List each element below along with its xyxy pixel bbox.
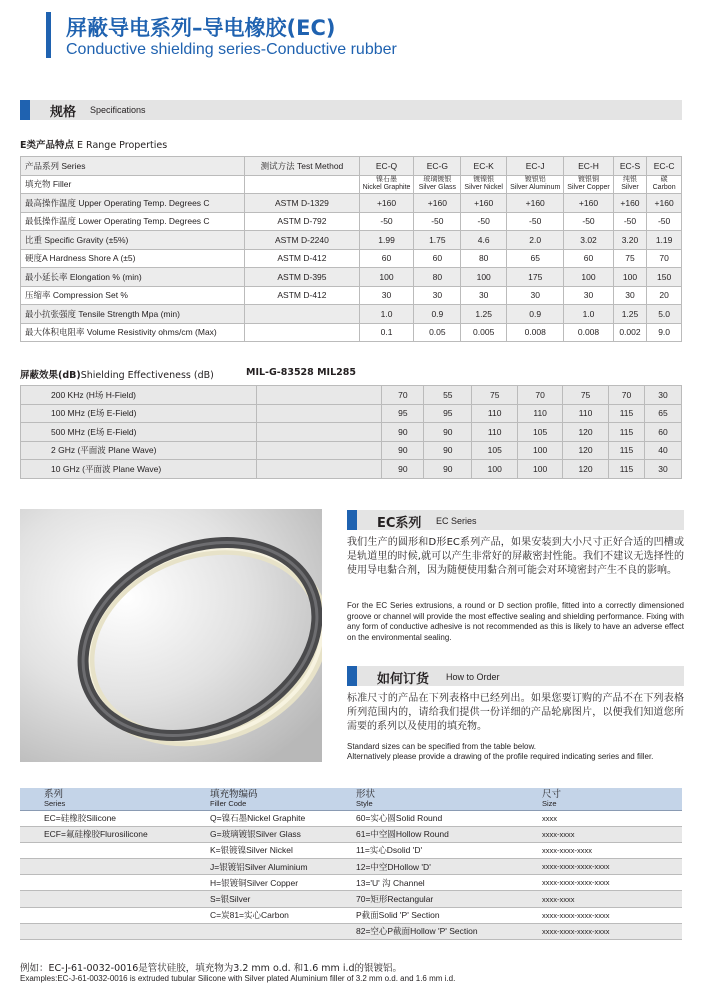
property-value: 1.99 (359, 231, 414, 250)
property-value: 9.0 (647, 323, 682, 342)
header-accent-bar (46, 12, 51, 58)
property-value: +160 (507, 194, 564, 213)
shield-value: 90 (424, 460, 472, 479)
shield-value: 90 (382, 460, 424, 479)
frequency-label: 2 GHz (平面波 Plane Wave) (21, 441, 257, 460)
property-value: 65 (507, 249, 564, 268)
shield-value: 105 (518, 423, 563, 442)
order-style: P截面Solid 'P' Section (353, 907, 539, 923)
column-header: EC-C (647, 157, 682, 176)
order-series (20, 923, 207, 939)
property-value: -50 (613, 212, 647, 231)
ec-section-mark (347, 510, 357, 530)
order-style: 61=中空圆Hollow Round (353, 826, 539, 842)
frequency-label: 500 MHz (E场 E-Field) (21, 423, 257, 442)
property-value: -50 (647, 212, 682, 231)
ec-section-title: EC系列 (377, 516, 422, 531)
order-size: xxxx-xxxx-xxxx-xxxx (539, 875, 682, 891)
shield-value: 95 (424, 404, 472, 423)
property-value: 175 (507, 268, 564, 287)
page-title: 屏蔽导电系列–导电橡胶(EC) (66, 16, 336, 40)
table-row (21, 305, 682, 324)
order-style: 11=实心Dsolid 'D' (353, 842, 539, 858)
o-ring-photo (20, 509, 322, 762)
test-method: ASTM D-2240 (245, 231, 359, 250)
property-value: 150 (647, 268, 682, 287)
property-label: 压缩率 Compression Set % (21, 286, 245, 305)
order-size: xxxx (539, 810, 682, 826)
property-label: 最小抗张强度 Tensile Strength Mpa (min) (21, 305, 245, 324)
table-row (20, 842, 682, 858)
property-value: 0.1 (359, 323, 414, 342)
property-value: 0.008 (564, 323, 613, 342)
order-filler: H=银镀铜Silver Copper (207, 875, 353, 891)
table-row (20, 859, 682, 875)
table-row (20, 810, 682, 826)
order-size: xxxx-xxxx-xxxx-xxxx (539, 907, 682, 923)
property-value: 1.0 (359, 305, 414, 324)
property-value: 100 (613, 268, 647, 287)
ec-section-title-en: EC Series (436, 516, 477, 526)
frequency-label: 200 KHz (H场 H-Field) (21, 386, 257, 405)
shield-title-en: Shielding Effectiveness (dB) (80, 370, 214, 381)
order-description-en-2: Alternatively please provide a drawing of the profile required indicating series and filler. (347, 752, 654, 761)
shield-value: 90 (382, 423, 424, 442)
property-value: 75 (613, 249, 647, 268)
example-note-cn: 例如：EC-J-61-0032-0016是管状硅胶，填充物为3.2 mm o.d. 和1.6 mm i.d的银镀铝。 (20, 963, 403, 974)
property-value: 3.02 (564, 231, 613, 250)
shield-value: 110 (472, 404, 518, 423)
test-method: ASTM D-792 (245, 212, 359, 231)
filler-cell: 碳 Carbon (647, 175, 682, 194)
table-row (20, 907, 682, 923)
property-value: 30 (564, 286, 613, 305)
shield-value: 90 (382, 441, 424, 460)
shield-standard: MIL-G-83528 MIL285 (246, 367, 356, 378)
shield-value: 105 (472, 441, 518, 460)
order-style: 13='U' 沟 Channel (353, 875, 539, 891)
page-subtitle: Conductive shielding series-Conductive rubber (66, 41, 397, 58)
test-method (245, 323, 359, 342)
test-method (245, 305, 359, 324)
order-style: 12=中空DHollow 'D' (353, 859, 539, 875)
shield-title-cn: 屏蔽效果(dB) (20, 370, 81, 381)
table-row (21, 268, 682, 287)
table-row (21, 460, 682, 479)
order-style: 82=空心P截面Hollow 'P' Section (353, 923, 539, 939)
filler-cell: 镀银铜 Silver Copper (564, 175, 613, 194)
property-value: +160 (647, 194, 682, 213)
filler-cell: 镍石墨 Nickel Graphite (359, 175, 414, 194)
property-value: 60 (359, 249, 414, 268)
order-series (20, 891, 207, 907)
property-value: 4.6 (461, 231, 507, 250)
order-series (20, 859, 207, 875)
shield-value: 100 (518, 441, 563, 460)
property-value: 60 (414, 249, 461, 268)
e-range-title-en: E Range Properties (77, 140, 168, 151)
table-row (20, 891, 682, 907)
property-value: 0.9 (507, 305, 564, 324)
property-value: 1.75 (414, 231, 461, 250)
order-series (20, 842, 207, 858)
table-row (20, 826, 682, 842)
filler-row (21, 175, 682, 194)
column-header: EC-K (461, 157, 507, 176)
o-ring-image (20, 509, 322, 762)
order-size: xxxx-xxxx-xxxx-xxxx (539, 923, 682, 939)
shield-value: 115 (609, 460, 645, 479)
table-row (21, 404, 682, 423)
property-value: 0.008 (507, 323, 564, 342)
e-range-title-cn: E类产品特点 (20, 140, 74, 151)
order-filler: S=银Silver (207, 891, 353, 907)
order-size: xxxx-xxxx (539, 826, 682, 842)
property-value: 60 (564, 249, 613, 268)
property-value: 1.25 (461, 305, 507, 324)
properties-table (20, 156, 682, 342)
property-value: 0.9 (414, 305, 461, 324)
property-label: 比重 Specific Gravity (±5%) (21, 231, 245, 250)
property-value: 80 (414, 268, 461, 287)
test-method: ASTM D-412 (245, 249, 359, 268)
property-value: 30 (414, 286, 461, 305)
property-value: 100 (461, 268, 507, 287)
shield-value: 75 (563, 386, 609, 405)
filler-cell: 纯银 Silver (613, 175, 647, 194)
filler-label: 填充物 Filler (21, 175, 245, 194)
property-label: 最小延长率 Elongation % (min) (21, 268, 245, 287)
order-section-mark (347, 666, 357, 686)
table-row (21, 231, 682, 250)
series-label: 产品系列 Series (21, 157, 245, 176)
property-value: 30 (359, 286, 414, 305)
order-header-filler: 填充物编码 Filler Code (207, 788, 353, 810)
table-row (20, 923, 682, 939)
property-value: +160 (613, 194, 647, 213)
e-range-title (20, 137, 167, 151)
test-method: ASTM D-395 (245, 268, 359, 287)
property-value: 70 (647, 249, 682, 268)
table-row (21, 194, 682, 213)
shield-value: 100 (518, 460, 563, 479)
frequency-label: 100 MHz (E场 E-Field) (21, 404, 257, 423)
column-header: EC-G (414, 157, 461, 176)
shield-value: 100 (472, 460, 518, 479)
shield-value: 120 (563, 423, 609, 442)
method-label: 测试方法 Test Method (245, 157, 359, 176)
shield-value: 60 (644, 423, 681, 442)
spec-section-title: 规格 (50, 105, 77, 120)
property-value: +160 (414, 194, 461, 213)
column-header: EC-J (507, 157, 564, 176)
order-description-cn: 标准尺寸的产品在下列表格中已经列出。如果您要订购的产品不在下列表格所列范围内的，请给我们提供一份详细的产品轮廓图片，以便我们知道您所需要的系列以及使用的填充物。 (347, 693, 684, 732)
order-filler: K=银镀镍Silver Nickel (207, 842, 353, 858)
table-row (21, 249, 682, 268)
ec-description-en: For the EC Series extrusions, a round or D section profile, fitted into a correctly dimensioned groove or channel will provide the most effective sealing and shielding performance. Fixing with any form of conductive adhesive is not recommended as this is likely to have an adverse effect on the environmental sealing. (347, 601, 684, 642)
property-value: 30 (507, 286, 564, 305)
order-section-title-en: How to Order (446, 672, 500, 682)
order-filler: G=玻璃镀银Silver Glass (207, 826, 353, 842)
spec-section-title-en: Specifications (90, 105, 146, 115)
frequency-label: 10 GHz (平面波 Plane Wave) (21, 460, 257, 479)
filler-cell: 玻璃镀银 Silver Glass (414, 175, 461, 194)
property-value: 5.0 (647, 305, 682, 324)
order-size: xxxx-xxxx-xxxx (539, 842, 682, 858)
order-filler: C=炭81=实心Carbon (207, 907, 353, 923)
property-label: 最大体积电阻率 Volume Resistivity ohms/cm (Max) (21, 323, 245, 342)
property-value: -50 (414, 212, 461, 231)
shield-value: 115 (609, 441, 645, 460)
shield-value: 110 (563, 404, 609, 423)
order-filler: J=银镀铝Silver Aluminium (207, 859, 353, 875)
property-value: 0.05 (414, 323, 461, 342)
column-header: EC-Q (359, 157, 414, 176)
shield-value: 65 (644, 404, 681, 423)
column-header: EC-H (564, 157, 613, 176)
table-row (21, 286, 682, 305)
order-style: 70=矩形Rectangular (353, 891, 539, 907)
shield-value: 90 (424, 441, 472, 460)
property-value: +160 (461, 194, 507, 213)
order-header-row (20, 788, 682, 810)
property-value: 100 (564, 268, 613, 287)
shield-value: 70 (382, 386, 424, 405)
order-header-style: 形状 Style (353, 788, 539, 810)
property-label: 最低操作温度 Lower Operating Temp. Degrees C (21, 212, 245, 231)
table-row (21, 386, 682, 405)
filler-cell: 镀银铝 Silver Aluminum (507, 175, 564, 194)
table-row (21, 441, 682, 460)
property-value: 3.20 (613, 231, 647, 250)
shield-value: 95 (382, 404, 424, 423)
shield-value: 120 (563, 441, 609, 460)
order-section-title: 如何订货 (377, 672, 430, 687)
test-method: ASTM D-412 (245, 286, 359, 305)
order-series (20, 907, 207, 923)
spec-section-mark (20, 100, 30, 120)
shield-value: 30 (644, 386, 681, 405)
property-value: -50 (461, 212, 507, 231)
table-row (21, 212, 682, 231)
property-value: 30 (461, 286, 507, 305)
column-header: EC-S (613, 157, 647, 176)
table-row (21, 323, 682, 342)
order-series (20, 875, 207, 891)
property-value: 1.25 (613, 305, 647, 324)
shield-value: 30 (644, 460, 681, 479)
shield-value: 110 (472, 423, 518, 442)
property-value: 0.005 (461, 323, 507, 342)
shield-value: 75 (472, 386, 518, 405)
shield-value: 90 (424, 423, 472, 442)
property-value: +160 (359, 194, 414, 213)
shield-value: 110 (518, 404, 563, 423)
shield-value: 115 (609, 404, 645, 423)
order-series: ECF=氟硅橡胶Flurosilicone (20, 826, 207, 842)
property-value: 80 (461, 249, 507, 268)
filler-cell: 镀镍银 Silver Nickel (461, 175, 507, 194)
shield-value: 115 (609, 423, 645, 442)
property-value: -50 (359, 212, 414, 231)
property-value: 0.002 (613, 323, 647, 342)
property-label: 最高操作温度 Upper Operating Temp. Degrees C (21, 194, 245, 213)
order-header-size: 尺寸 Size (539, 788, 682, 810)
shield-value: 40 (644, 441, 681, 460)
test-method: ASTM D-1329 (245, 194, 359, 213)
order-style: 60=实心圆Solid Round (353, 810, 539, 826)
property-value: 100 (359, 268, 414, 287)
property-value: 1.19 (647, 231, 682, 250)
property-value: -50 (507, 212, 564, 231)
property-value: 30 (613, 286, 647, 305)
property-value: 1.0 (564, 305, 613, 324)
order-header-series: 系列 Series (20, 788, 207, 810)
shield-value: 55 (424, 386, 472, 405)
table-row (20, 875, 682, 891)
property-label: 硬度A Hardness Shore A (±5) (21, 249, 245, 268)
property-value: +160 (564, 194, 613, 213)
property-value: 20 (647, 286, 682, 305)
order-size: xxxx-xxxx-xxxx-xxxx (539, 859, 682, 875)
shield-value: 70 (609, 386, 645, 405)
shield-value: 120 (563, 460, 609, 479)
order-filler (207, 923, 353, 939)
properties-header-row (21, 157, 682, 176)
shield-value: 70 (518, 386, 563, 405)
shielding-table (20, 385, 682, 479)
example-note-en: Examples:EC-J-61-0032-0016 is extruded tubular Silicone with Silver plated Aluminium filler of 3.2 mm o.d. and 1.6 mm i.d. (20, 974, 456, 983)
property-value: 2.0 (507, 231, 564, 250)
order-size: xxxx-xxxx (539, 891, 682, 907)
ec-description-cn: 我们生产的圆形和D形EC系列产品，如果安装到大小尺寸正好合适的凹槽或是轨道里的时候,就可以产生非常好的屏蔽密封性能。我们不建议无选择性的使用导电黏合剂，因为随便使用黏合剂可能会对环境密封产生不良的影响。 (347, 537, 684, 576)
order-table (20, 788, 682, 940)
order-description-en-1: Standard sizes can be specified from the table below. (347, 742, 536, 751)
shield-title (20, 367, 214, 381)
order-filler: Q=镍石墨Nickel Graphite (207, 810, 353, 826)
property-value: -50 (564, 212, 613, 231)
table-row (21, 423, 682, 442)
order-series: EC=硅橡胶Silicone (20, 810, 207, 826)
